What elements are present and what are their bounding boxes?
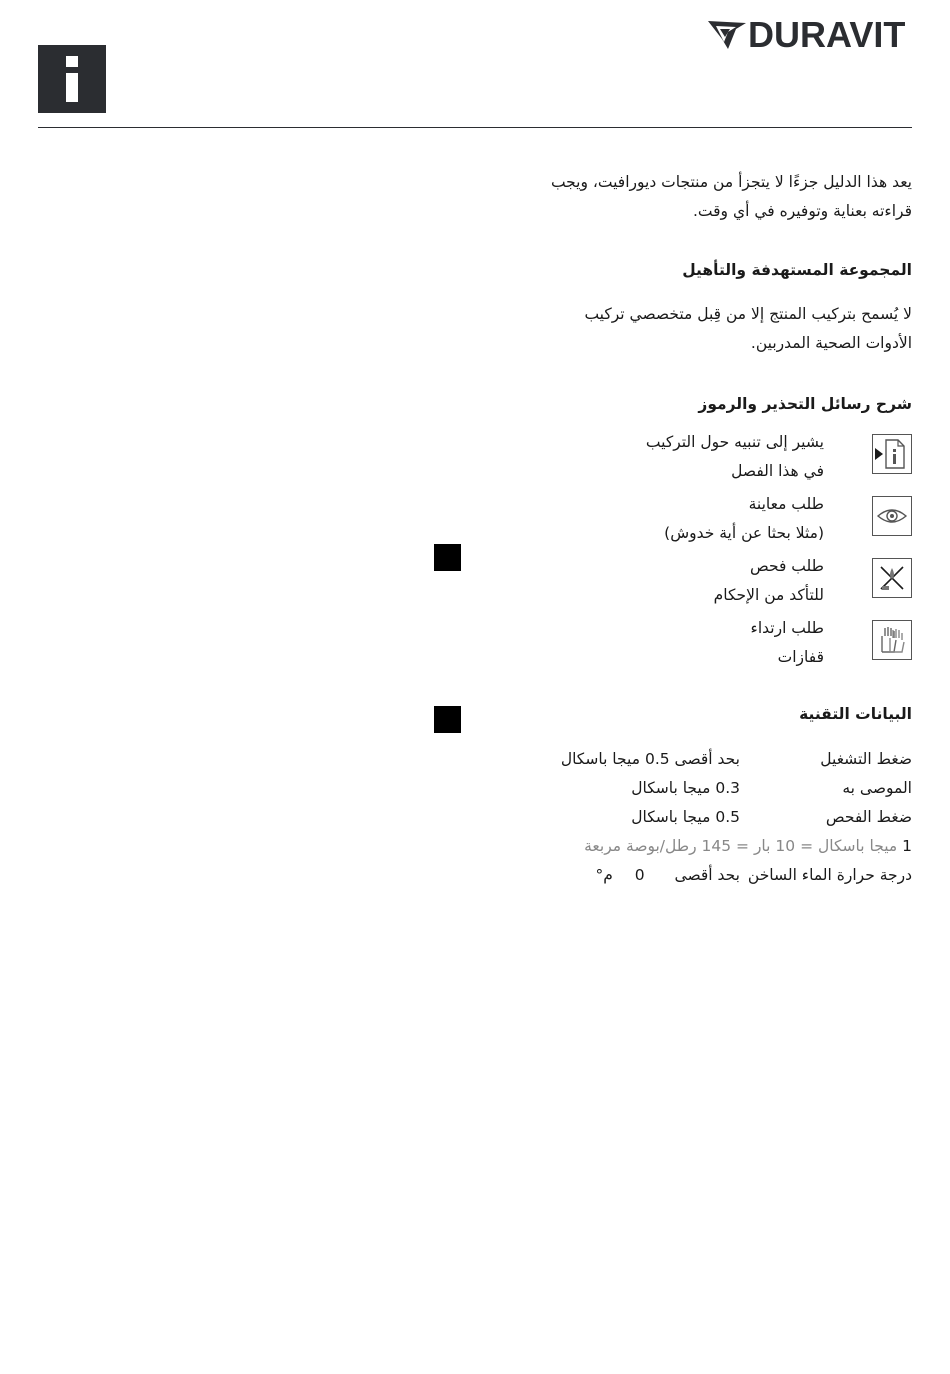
symbol-row: [412, 428, 912, 486]
target-group-heading: المجموعة المستهدفة والتأهيل: [682, 261, 912, 279]
info-badge: [38, 45, 106, 113]
symbol-text: طلب معاينة: [748, 495, 824, 513]
black-square-marker: [434, 706, 461, 733]
symbol-text: قفازات: [777, 648, 824, 666]
tech-row: [492, 803, 912, 832]
symbol-text: للتأكد من الإحكام: [713, 586, 824, 604]
tech-row: [492, 861, 912, 890]
header-divider: [38, 127, 912, 128]
hot-water-number: 0: [634, 866, 645, 884]
logo-text: DURAVIT: [748, 14, 906, 55]
info-arrow-icon: [872, 434, 912, 474]
intro-paragraph: [492, 168, 912, 226]
gloves-icon: [872, 620, 912, 660]
black-square-marker: [434, 544, 461, 571]
symbol-text: طلب ارتداء: [750, 619, 824, 637]
symbol-text: يشير إلى تنبيه حول التركيب: [645, 433, 824, 451]
symbol-text: (مثلا بحثا عن أية خدوش): [664, 524, 824, 542]
symbol-row: [412, 614, 912, 672]
symbol-text: طلب فحص: [749, 557, 824, 575]
symbol-row: [412, 490, 912, 548]
symbols-heading: شرح رسائل التحذير والرموز: [698, 395, 912, 413]
target-group-line: لا يُسمح بتركيب المنتج إلا من قِبل متخصصي تركيب: [584, 305, 912, 323]
tech-row: [492, 745, 912, 774]
tech-label: درجة حرارة الماء الساخن: [747, 866, 912, 884]
duravit-bird-icon: [706, 15, 750, 55]
tech-label: ضغط التشغيل: [820, 750, 912, 768]
conversion-number: 1: [902, 837, 912, 855]
tech-value: بحد أقصى 0.5 ميجا باسكال: [560, 750, 740, 768]
tech-label: ضغط الفحص: [825, 808, 912, 826]
intro-line: قراءته بعناية وتوفيره في أي وقت.: [692, 202, 912, 220]
info-icon: [66, 56, 78, 102]
symbol-row: [412, 552, 912, 610]
eye-icon: [872, 496, 912, 536]
hot-water-unit: م°: [595, 866, 613, 884]
target-group-paragraph: [492, 300, 912, 358]
unit-conversion-note: [584, 832, 912, 861]
tech-value: 0.3 ميجا باسكال: [631, 779, 740, 797]
technical-heading: البيانات التقنية: [799, 705, 912, 723]
crossed-tools-icon: [872, 558, 912, 598]
tech-row: [492, 774, 912, 803]
hot-water-prefix: بحد أقصى: [674, 866, 740, 884]
intro-line: يعد هذا الدليل جزءًا لا يتجزأ من منتجات ديورافيت، ويجب: [550, 173, 912, 191]
symbol-text: في هذا الفصل: [731, 462, 824, 480]
tech-label: الموصى به: [842, 779, 912, 797]
conversion-text: ميجا باسكال = 10 بار = 145 رطل/بوصة مربعة: [584, 837, 898, 855]
duravit-logo: [706, 12, 912, 58]
tech-value: [596, 861, 740, 890]
target-group-line: الأدوات الصحية المدربين.: [750, 334, 912, 352]
tech-value: 0.5 ميجا باسكال: [631, 808, 740, 826]
